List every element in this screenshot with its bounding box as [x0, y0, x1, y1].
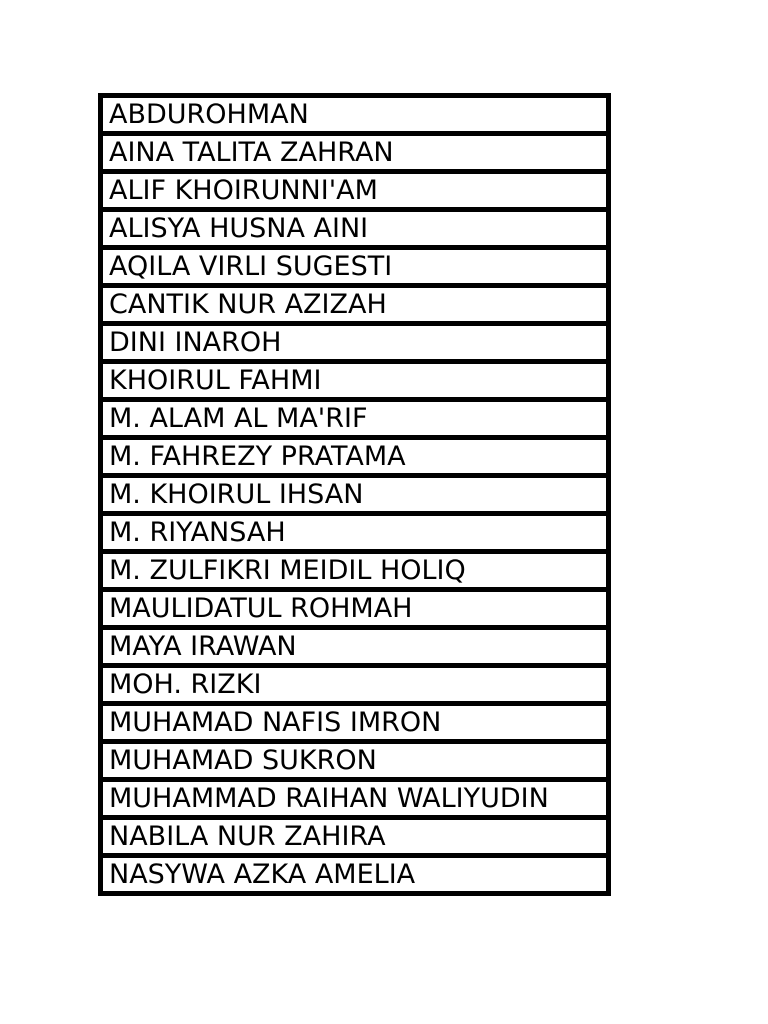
name-cell: MAYA IRAWAN [101, 628, 609, 666]
table-row [101, 514, 609, 552]
table-row [101, 704, 609, 742]
name-cell: CANTIK NUR AZIZAH [101, 286, 609, 324]
name-cell: M. RIYANSAH [101, 514, 609, 552]
name-cell: NASYWA AZKA AMELIA [101, 856, 609, 894]
table-row [101, 362, 609, 400]
table-row [101, 400, 609, 438]
table-row [101, 248, 609, 286]
name-list-body [101, 96, 609, 894]
name-cell: M. ALAM AL MA'RIF [101, 400, 609, 438]
name-cell: KHOIRUL FAHMI [101, 362, 609, 400]
table-row [101, 818, 609, 856]
table-row [101, 780, 609, 818]
table-row [101, 666, 609, 704]
name-cell: ALIF KHOIRUNNI'AM [101, 172, 609, 210]
table-row [101, 742, 609, 780]
name-cell: M. ZULFIKRI MEIDIL HOLIQ [101, 552, 609, 590]
table-row [101, 590, 609, 628]
name-cell: AINA TALITA ZAHRAN [101, 134, 609, 172]
name-cell: DINI INAROH [101, 324, 609, 362]
table-row [101, 552, 609, 590]
name-cell: MAULIDATUL ROHMAH [101, 590, 609, 628]
table-row [101, 324, 609, 362]
table-row [101, 856, 609, 894]
table-row [101, 210, 609, 248]
table-row [101, 286, 609, 324]
name-cell: M. FAHREZY PRATAMA [101, 438, 609, 476]
table-row [101, 134, 609, 172]
name-list-table [98, 93, 611, 896]
table-row [101, 96, 609, 134]
table-row [101, 476, 609, 514]
name-cell: M. KHOIRUL IHSAN [101, 476, 609, 514]
name-cell: NABILA NUR ZAHIRA [101, 818, 609, 856]
table-row [101, 172, 609, 210]
name-cell: ABDUROHMAN [109, 99, 309, 130]
table-row [101, 628, 609, 666]
name-cell: ALISYA HUSNA AINI [101, 210, 609, 248]
name-cell: MUHAMAD SUKRON [101, 742, 609, 780]
name-cell: AQILA VIRLI SUGESTI [101, 248, 609, 286]
name-cell: MOH. RIZKI [101, 666, 609, 704]
name-cell: MUHAMAD NAFIS IMRON [101, 704, 609, 742]
name-cell: MUHAMMAD RAIHAN WALIYUDIN [101, 780, 609, 818]
table-row [101, 438, 609, 476]
